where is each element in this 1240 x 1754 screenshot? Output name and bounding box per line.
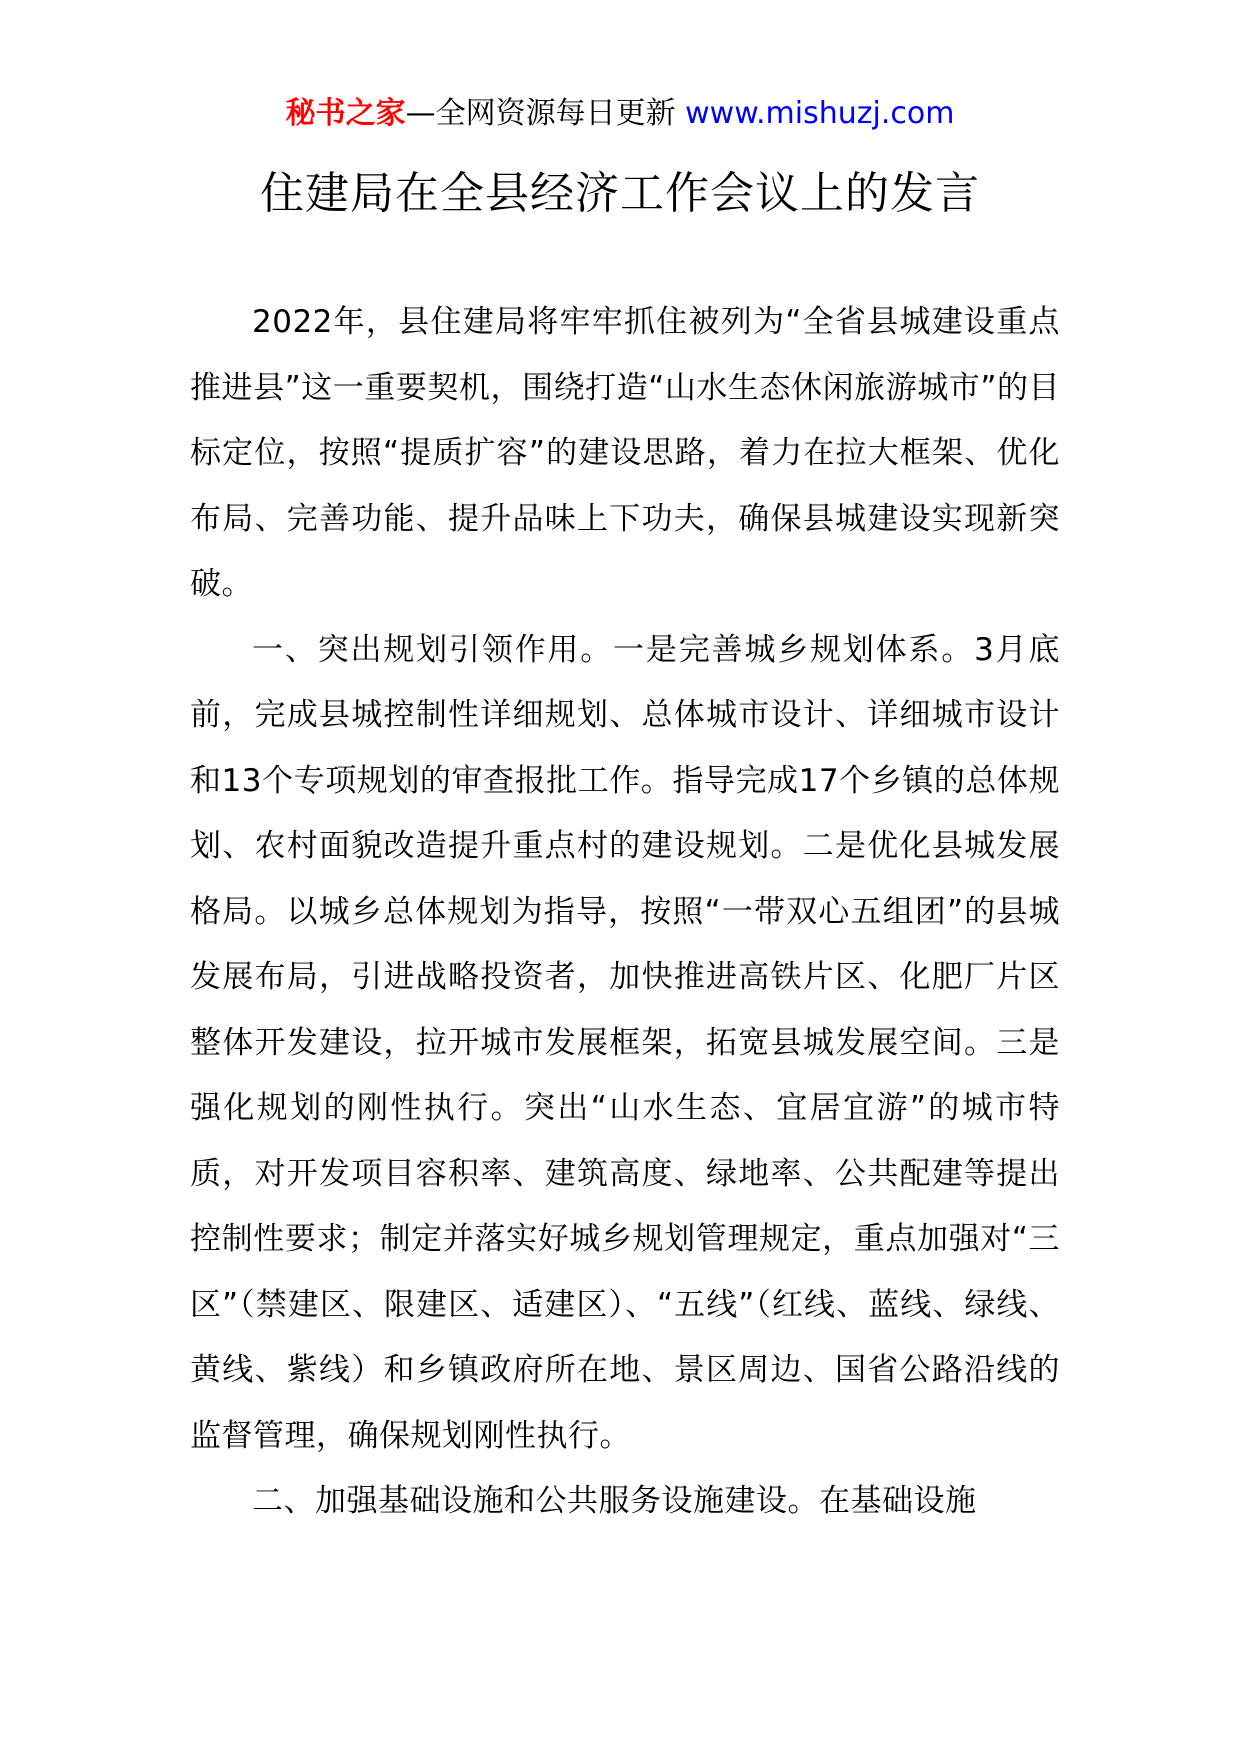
paragraph: 一、突出规划引领作用。一是完善城乡规划体系。3月底前，完成县城控制性详细规划、总体城市设计、详细城市设计和13个专项规划的审查报批工作。指导完成17个乡镇的总体规划、农村面貌改造提升重点村的建设规划。二是优化县城发展格局。以城乡总体规划为指导，按照“一带双心五组团”的县城发展布局，引进战略投资者，加快推进高铁片区、化肥厂片区整体开发建设，拉开城市发展框架，拓宽县城发展空间。三是强化规划的刚性执行。突出“山水生态、宜居宜游”的城市特质，对开发项目容积率、建筑高度、绿地率、公共配建等提出控制性要求；制定并落实好城乡规划管理规定，重点加强对“三区”（禁建区、限建区、适建区）、“五线”（红线、蓝线、绿线、黄线、紫线）和乡镇政府所在地、景区周边、国省公路沿线的监督管理，确保规划刚性执行。 bbox=[190, 631, 1060, 1454]
site-header bbox=[0, 94, 1240, 134]
paragraph: 二、加强基础设施和公共服务设施建设。在基础设施 bbox=[252, 1483, 977, 1519]
website-link[interactable]: www.mishuzj.com bbox=[685, 96, 955, 131]
document-title: 住建局在全县经济工作会议上的发言 bbox=[260, 168, 980, 219]
header-tagline: —全网资源每日更新 bbox=[405, 96, 676, 131]
brand-name: 秘书之家 bbox=[285, 96, 406, 131]
paragraph: 2022年，县住建局将牢牢抓住被列为“全省县城建设重点推进县”这一重要契机，围绕打造“山水生态休闲旅游城市”的目标定位，按照“提质扩容”的建设思路，着力在拉大框架、优化布局、完善功能、提升品味上下功夫，确保县城建设实现新突破。 bbox=[190, 304, 1060, 602]
document-body bbox=[190, 290, 1060, 1535]
